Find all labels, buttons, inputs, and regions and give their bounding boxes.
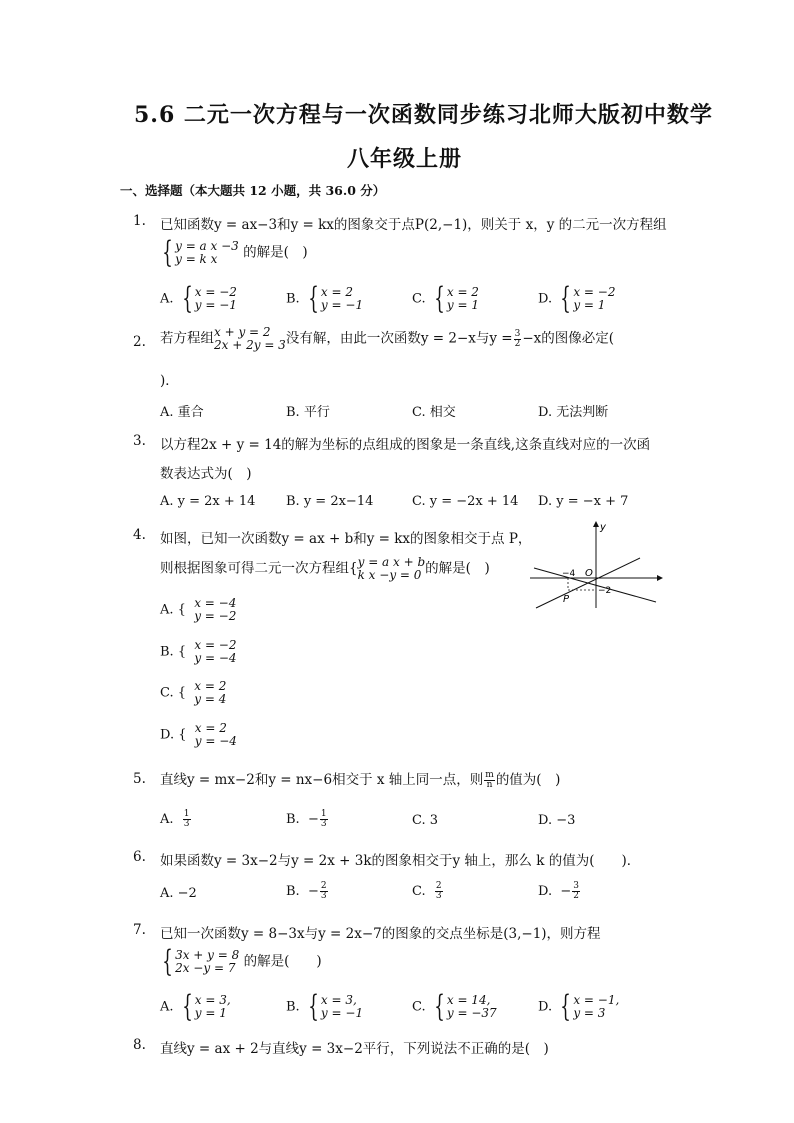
question-number: 4. bbox=[133, 527, 146, 543]
question-text-cont: 则根据图象可得二元一次方程组{ y = a x + b k x −y = 0 的解是( ) bbox=[160, 555, 490, 582]
x-tick-label: −4 bbox=[562, 569, 576, 579]
option-d[interactable]: D. { x = −2 y = 1 bbox=[538, 281, 616, 316]
section-heading: 一、选择题（本大题共 12 小题，共 36.0 分） bbox=[120, 183, 386, 198]
option-d[interactable]: D. − $\frac{3}{2}$ bbox=[538, 881, 579, 901]
question-number: 1. bbox=[133, 213, 146, 229]
option-c[interactable]: C. { x = 14, y = −37 bbox=[412, 989, 497, 1024]
y-axis-label: y bbox=[600, 522, 606, 533]
option-c[interactable]: C. 相交 bbox=[412, 405, 456, 420]
question-text: 如果函数y = 3x−2与y = 2x + 3k的图象相交于y 轴上，那么 k 的值为( )． bbox=[160, 853, 641, 869]
option-b[interactable]: B. 平行 bbox=[286, 405, 330, 420]
origin-label: O bbox=[585, 568, 593, 579]
option-c[interactable]: C. { x = 2 y = 1 bbox=[412, 281, 479, 316]
page-subtitle: 八年级上册 bbox=[347, 146, 463, 172]
option-a[interactable]: A. 重合 bbox=[160, 405, 204, 420]
question-number: 6. bbox=[133, 849, 146, 865]
question-number: 2. bbox=[133, 334, 146, 350]
question-text-cont: )． bbox=[160, 373, 179, 389]
page-title: 5.6 二元一次方程与一次函数同步练习北师大版初中数学 bbox=[134, 102, 713, 128]
question-text: 已知函数y = ax−3和y = kx的图象交于点P(2,−1)，则关于 x，y 的二元一次方程组 bbox=[160, 217, 667, 233]
option-c[interactable]: C. $\frac{2}{3}$ bbox=[412, 881, 442, 901]
line-kx bbox=[534, 568, 656, 602]
option-b[interactable]: B. − $\frac{1}{3}$ bbox=[286, 809, 327, 829]
option-d[interactable]: D. { x = 2 y = −4 bbox=[160, 721, 237, 748]
equation-system: { y = a x −3 y = k x 的解是( ) bbox=[162, 235, 308, 270]
option-a[interactable]: A. y = 2x + 14 bbox=[160, 494, 256, 509]
line-ax-b bbox=[536, 558, 640, 608]
option-c[interactable]: C. 3 bbox=[412, 813, 439, 828]
option-a[interactable]: A. { x = −4 y = −2 bbox=[160, 596, 237, 623]
question-text: 直线y = mx−2和y = nx−6相交于 x 轴上同一点，则 $\frac{m}{n}$ 的值为( ) bbox=[160, 770, 561, 790]
question-number: 5. bbox=[133, 771, 146, 787]
option-c[interactable]: C. { x = 2 y = 4 bbox=[160, 679, 227, 706]
question-number: 7. bbox=[133, 922, 146, 938]
option-d[interactable]: D. y = −x + 7 bbox=[538, 494, 629, 509]
question-number: 3. bbox=[133, 433, 146, 449]
option-a[interactable]: A. −2 bbox=[160, 886, 197, 901]
question-number: 8. bbox=[133, 1037, 146, 1053]
option-b[interactable]: B. − $\frac{2}{3}$ bbox=[286, 881, 327, 901]
equation-system: { 3x + y = 8 2x −y = 7 的解是( ) bbox=[162, 944, 322, 979]
option-b[interactable]: B. { x = −2 y = −4 bbox=[160, 638, 237, 665]
option-c[interactable]: C. y = −2x + 14 bbox=[412, 494, 519, 509]
option-a[interactable]: A. { x = −2 y = −1 bbox=[160, 281, 237, 316]
question-text: 以方程2x + y = 14的解为坐标的点组成的图象是一条直线,这条直线对应的一次函 bbox=[160, 437, 651, 453]
option-b[interactable]: B. { x = 3, y = −1 bbox=[286, 989, 364, 1024]
y-tick-label: −2 bbox=[598, 586, 612, 596]
question-text: 若方程组 x + y = 2 2x + 2y = 3 没有解，由此一次函数y = 2−x与y = $\frac{3}{2}$ −x的图像必定( bbox=[160, 325, 615, 352]
option-a[interactable]: A. { x = 3, y = 1 bbox=[160, 989, 231, 1024]
option-d[interactable]: D. 无法判断 bbox=[538, 405, 609, 420]
question-text: 如图，已知一次函数y = ax + b和y = kx的图象相交于点 P， bbox=[160, 531, 532, 547]
question-text-cont: 数表达式为( ) bbox=[160, 466, 252, 482]
question-text: 已知一次函数y = 8−3x与y = 2x−7的图象的交点坐标是(3,−1)，则方程 bbox=[160, 926, 601, 942]
point-p-label: P bbox=[563, 594, 570, 605]
question-text: 直线y = ax + 2与直线y = 3x−2平行，下列说法不正确的是( ) bbox=[160, 1041, 549, 1057]
option-d[interactable]: D. −3 bbox=[538, 813, 576, 828]
option-b[interactable]: B. { x = 2 y = −1 bbox=[286, 281, 364, 316]
function-graph bbox=[528, 518, 666, 610]
option-d[interactable]: D. { x = −1, y = 3 bbox=[538, 989, 620, 1024]
option-a[interactable]: A. $\frac{1}{3}$ bbox=[160, 809, 190, 829]
option-b[interactable]: B. y = 2x−14 bbox=[286, 494, 374, 509]
